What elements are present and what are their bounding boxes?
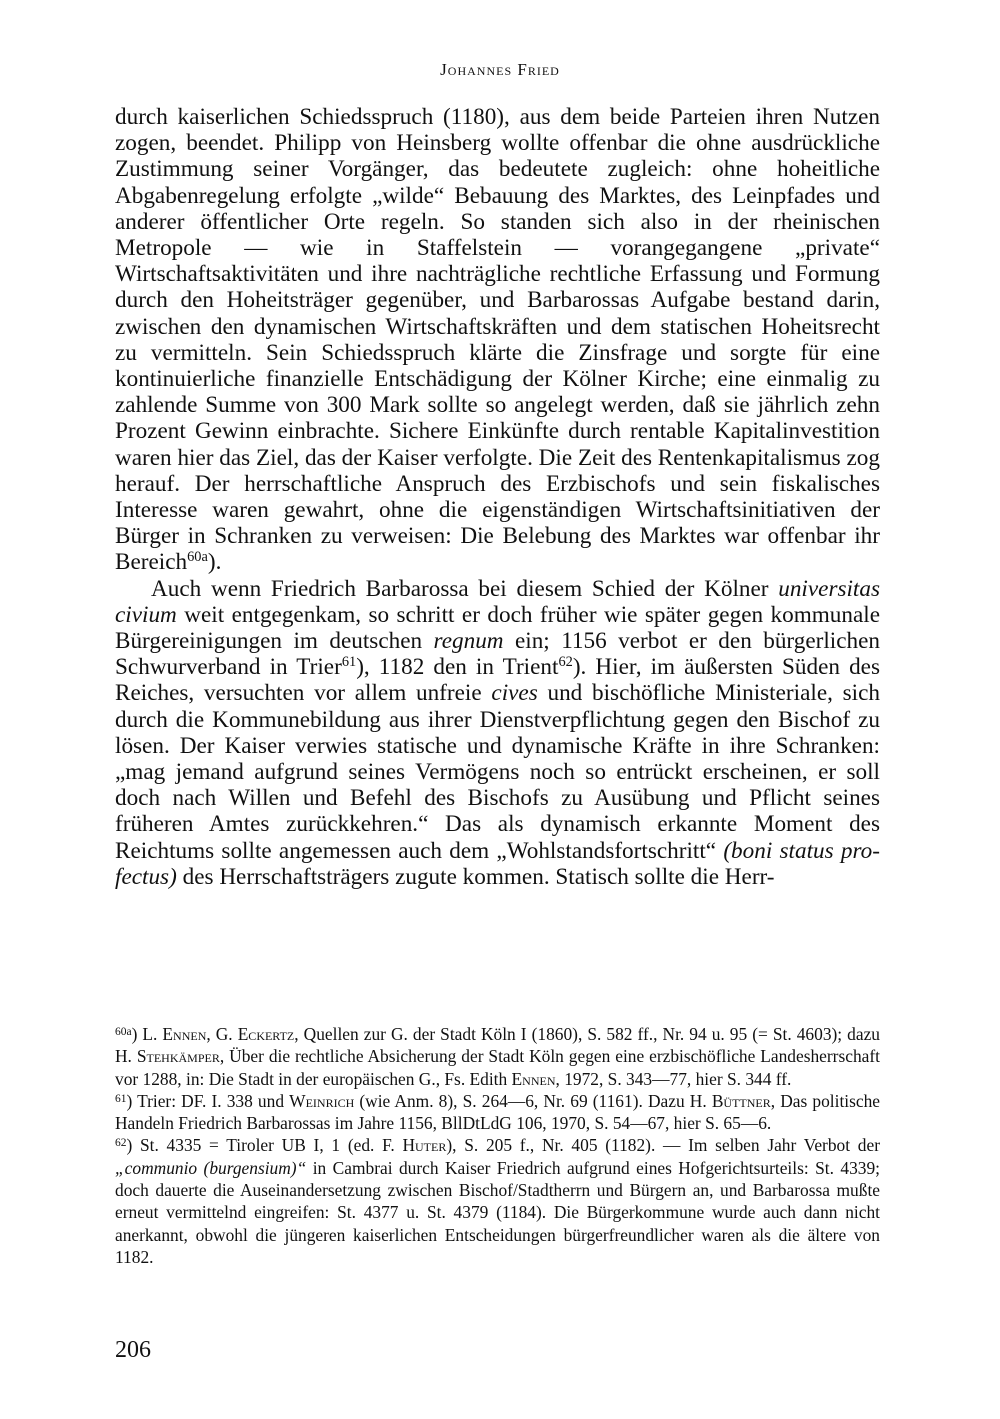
footnote-ref: 62 bbox=[558, 654, 573, 671]
footnote-text: , Quellen zur G. der Stadt Köln I (1860), S. 582 ff., Nr. 94 u. 95 (= St. 4603); dazu H. bbox=[115, 1024, 880, 1067]
footnote-text: , Über die rechtliche Absicherung der Stadt Köln gegen eine erzbischöfliche Landesherrschaft vor 1288, in: Die Stadt in der europäischen G., Fs. Edith bbox=[115, 1046, 880, 1089]
author-name: Ennen bbox=[511, 1068, 556, 1089]
footnote-60a bbox=[115, 1023, 880, 1090]
paragraph-text: ). Hier, im äußersten Süden des Reiches, versuchten vor allem unfreie bbox=[115, 654, 880, 707]
author-name: Stehkämper bbox=[136, 1046, 220, 1067]
author-name: Weinrich bbox=[289, 1090, 355, 1111]
footnotes bbox=[115, 1023, 880, 1268]
italic-term: cives bbox=[491, 680, 538, 707]
footnote-text: ) Trier: DF. I. 338 und bbox=[126, 1090, 290, 1111]
paragraph-text: weit entgegenkam, so schritt er doch früher wie später gegen kommunale Bürgereinigungen im deutschen bbox=[115, 601, 880, 655]
paragraph-text: und bischöfliche Ministeriale, sich durch die Kommunebildung aus ihrer Dienstverpflichtung gegen den Bischof zu lösen. Der Kaiser verwies statische und dynamische Kräfte in ihre Schranken: „mag jemand aufgrund seines Vermögens noch so entrückt erscheinen, er soll doch nach Willen und Befehl des Bischofs zu Ausübung und Pflicht seines früheren Amtes zurückkehren.“ Das als dynamisch erkannte Moment des Reichtums sollte angemessen auch dem „Wohlstandsfortschritt“ bbox=[115, 680, 880, 864]
footnote-number: 61 bbox=[115, 1092, 127, 1105]
footnote-text: , G. bbox=[206, 1024, 238, 1044]
footnote-text: , 1972, S. 343—77, hier S. 344 ff. bbox=[555, 1068, 792, 1089]
footnote-ref: 61 bbox=[341, 654, 357, 671]
author-name: Eckertz bbox=[237, 1024, 295, 1044]
author-name: Ennen bbox=[162, 1024, 207, 1044]
author-name: Huter bbox=[402, 1135, 447, 1156]
footnote-text: in Cambrai durch Kaiser Friedrich aufgrund eines Hofgerichtsurteils: St. 4339; doch dauerte die Auseinandersetzung zwischen Bischof/Stadtherrn und Bürgern an, und Barbarossa mußte erneut vermittelnd eingreifen: St. 4377 u. St. 4379 (1184). Die Bürgerkommune wurde auch dann nicht anerkannt, obwohl die jüngeren kaiserlichen Entscheidungen bürgerfreundlicher waren als die ältere von 1182. bbox=[115, 1157, 880, 1267]
paragraph-text: ein; 1156 verbot er den bürgerlichen Schwurverband in Trier bbox=[115, 628, 880, 681]
footnote-62 bbox=[115, 1134, 880, 1268]
footnote-number: 60a bbox=[115, 1025, 132, 1038]
footnote-text: ) L. bbox=[131, 1024, 163, 1044]
paragraph bbox=[115, 104, 880, 576]
italic-term: regnum bbox=[433, 628, 504, 655]
italic-term: universitas civium bbox=[115, 575, 880, 628]
footnote-text: ) St. 4335 = Tiroler UB I, 1 (ed. F. bbox=[126, 1135, 403, 1156]
paragraph-text: ). bbox=[207, 549, 222, 576]
paragraph-text: Auch wenn Friedrich Barbarossa bei diesem Schied der Kölner bbox=[151, 575, 779, 602]
footnote-text: , Das politische Handeln Friedrich Barbarossas im Jahre 1156, BllDtLdG 106, 1970, S. 54—67, hier S. 65—6. bbox=[115, 1090, 881, 1134]
footnote-number: 62 bbox=[115, 1137, 127, 1150]
running-title: Johannes Fried bbox=[440, 60, 560, 79]
footnote-text: (wie Anm. 8), S. 264—6, Nr. 69 (1161). Dazu H. bbox=[354, 1090, 712, 1111]
author-name: Büttner bbox=[711, 1090, 771, 1111]
page-number: 206 bbox=[115, 1337, 151, 1363]
paragraph-text: ), 1182 den in Trient bbox=[356, 654, 559, 681]
italic-term: „communio (burgensium)“ bbox=[115, 1157, 307, 1178]
italic-term: (boni status profectus) bbox=[115, 837, 880, 890]
footnote-61 bbox=[115, 1090, 880, 1135]
paragraph-text: des Herrschaftsträgers zugute kommen. Statisch sollte die Herr- bbox=[176, 863, 775, 890]
footnote-text: ), S. 205 f., Nr. 405 (1182). — Im selben Jahr Verbot der bbox=[446, 1135, 880, 1156]
footnote-ref: 60a bbox=[187, 549, 208, 566]
paragraph-text: durch kaiserlichen Schiedsspruch (1180), aus dem beide Parteien ihren Nutzen zogen, beendet. Philipp von Heinsberg wollte offenbar die ohne ausdrückliche Zustimmung seiner Vorgänger, das bedeutete zugleich: ohne hoheitliche Abgabenregelung erfolgte „wilde“ Bebauung des Marktes, des Leinpfades und anderer öffentlicher Orte regeln. So standen sich also in der rheinischen Metropole — wie in Staffelstein — vorangegangene „private“ Wirtschaftsaktivitäten und ihre nachträgliche rechtliche Erfassung und Formung durch den Hoheitsträger gegenüber, und Barbarossas Aufgabe bestand darin, zwischen den dynamischen Wirtschaftskräften und dem statischen Hoheitsrecht zu vermitteln. Sein Schiedsspruch klärte die Zinsfrage und sorgte für eine kontinuierliche finanzielle Entschädigung der Kölner Kirche; eine einmalig zu zahlende Summe von 300 Mark sollte so angelegt werden, daß sie jährlich zehn Prozent Gewinn einbrachte. Sichere Einkünfte durch rentable Kapitalinvestition waren hier das Ziel, das der Kaiser verfolgte. Die Zeit des Rentenkapitalismus zog herauf. Der herrschaftliche Anspruch des Erzbischofs und sein fiskalisches Interesse waren gewahrt, ohne die eigenständigen Wirtschaftsinitiativen der Bürger in Schranken zu verweisen: Die Belebung des Marktes war offenbar ihr Bereich bbox=[115, 104, 880, 576]
main-text bbox=[115, 104, 880, 890]
paragraph bbox=[115, 576, 880, 890]
